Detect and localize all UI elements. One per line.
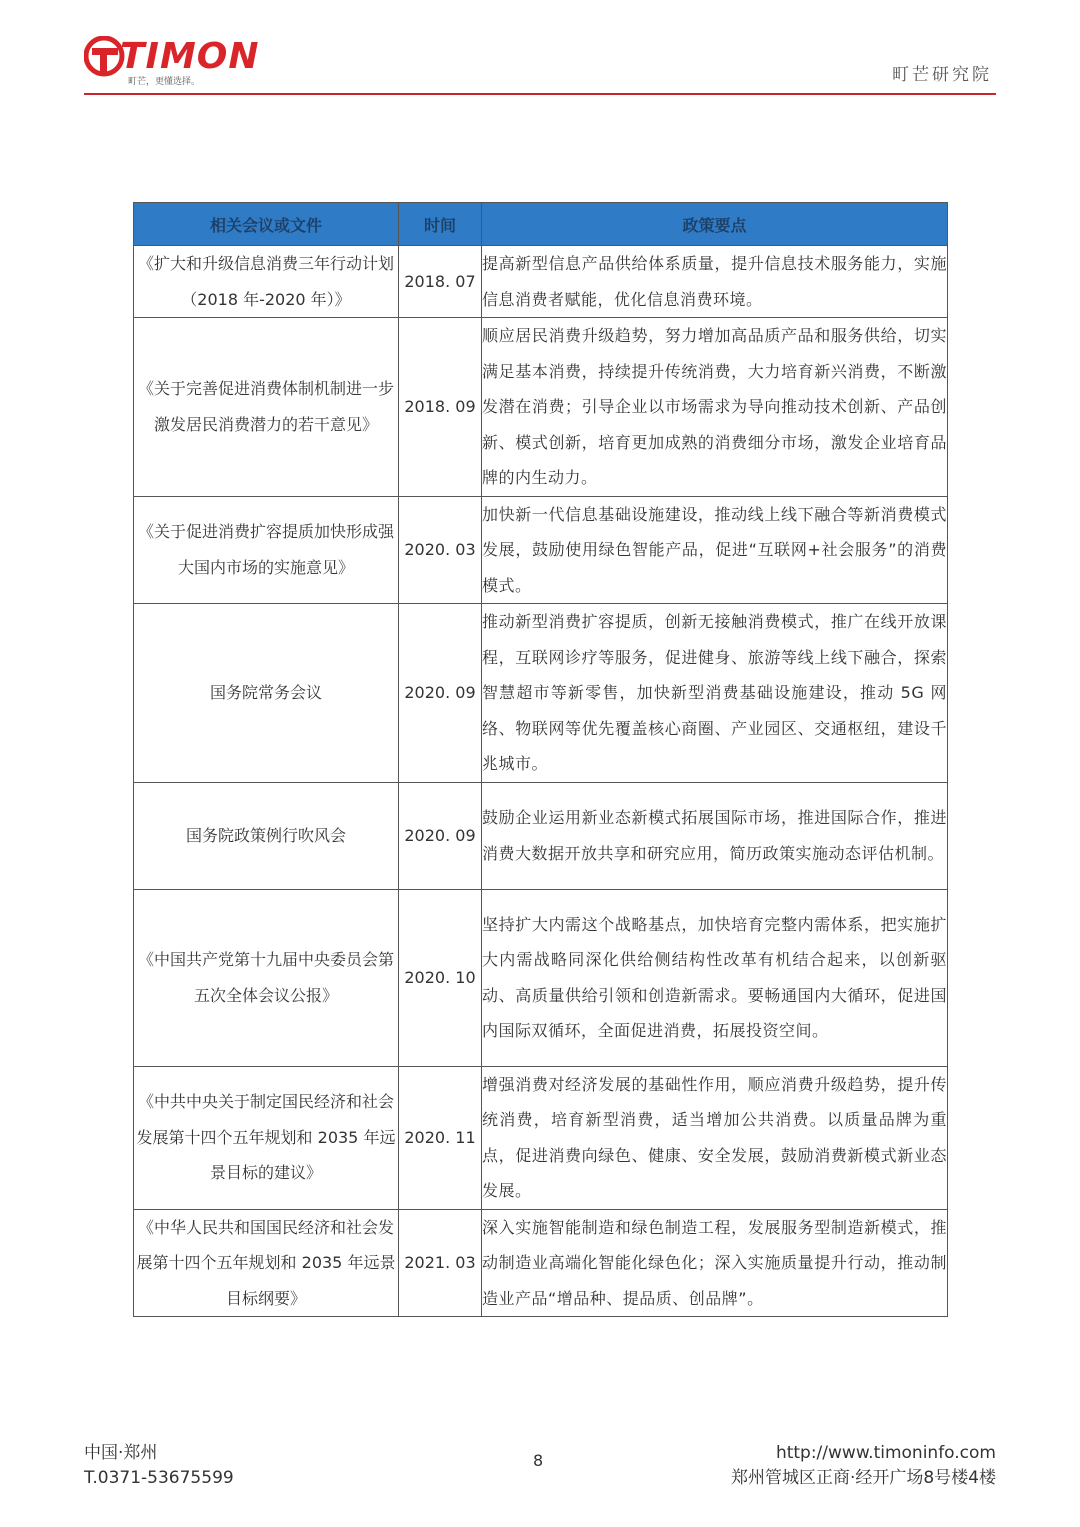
footer-city: 中国·郑州	[84, 1443, 158, 1463]
policy-points-cell: 提高新型信息产品供给体系质量，提升信息技术服务能力，实施信息消费者赋能，优化信息消费环境。	[482, 246, 948, 318]
table-row	[134, 496, 948, 604]
footer-phone: T.0371-53675599	[84, 1468, 234, 1488]
document-cell: 国务院常务会议	[134, 604, 399, 783]
document-cell: 《中华人民共和国国民经济和社会发展第十四个五年规划和 2035 年远景目标纲要》	[134, 1209, 399, 1317]
date-cell: 2020. 10	[399, 889, 482, 1066]
document-cell: 《中国共产党第十九届中央委员会第五次全体会议公报》	[134, 889, 399, 1066]
footer-website[interactable]: http://www.timoninfo.com	[775, 1443, 996, 1463]
date-cell: 2018. 09	[399, 318, 482, 497]
table-row	[134, 318, 948, 497]
date-cell: 2020. 11	[399, 1066, 482, 1209]
policy-points-cell: 顺应居民消费升级趋势，努力增加高品质产品和服务供给，切实满足基本消费，持续提升传统消费，大力培育新兴消费，不断激发潜在消费；引导企业以市场需求为导向推动技术创新、产品创新、模式创新，培育更加成熟的消费细分市场，激发企业培育品牌的内生动力。	[482, 318, 948, 497]
table-row	[134, 604, 948, 783]
policy-points-cell: 推动新型消费扩容提质，创新无接触消费模式，推广在线开放课程，互联网诊疗等服务，促进健身、旅游等线上线下融合，探索智慧超市等新零售，加快新型消费基础设施建设，推动 5G 网络、物联网等优先覆盖核心商圈、产业园区、交通枢纽，建设千兆城市。	[482, 604, 948, 783]
column-header-document: 相关会议或文件	[134, 203, 399, 246]
date-cell: 2018. 07	[399, 246, 482, 318]
table-row	[134, 889, 948, 1066]
date-cell: 2020. 09	[399, 782, 482, 889]
policy-points-cell: 加快新一代信息基础设施建设，推动线上线下融合等新消费模式发展，鼓励使用绿色智能产品，促进“互联网+社会服务”的消费模式。	[482, 496, 948, 604]
date-cell: 2021. 03	[399, 1209, 482, 1317]
document-cell: 国务院政策例行吹风会	[134, 782, 399, 889]
header-divider	[84, 93, 996, 95]
timon-logo	[84, 34, 260, 90]
logo-slogan: 町芒，更懂选择。	[128, 77, 201, 87]
policy-table	[133, 202, 948, 1317]
date-cell: 2020. 09	[399, 604, 482, 783]
table-row	[134, 1209, 948, 1317]
document-cell: 《关于完善促进消费体制机制进一步激发居民消费潜力的若干意见》	[134, 318, 399, 497]
footer-address-block	[731, 1441, 996, 1491]
table-row	[134, 246, 948, 318]
column-header-policy-points: 政策要点	[482, 203, 948, 246]
table-row	[134, 782, 948, 889]
policy-points-cell: 增强消费对经济发展的基础性作用，顺应消费升级趋势，提升传统消费，培育新型消费，适当增加公共消费。以质量品牌为重点，促进消费向绿色、健康、安全发展，鼓励消费新模式新业态发展。	[482, 1066, 948, 1209]
table-header-row	[134, 203, 948, 246]
page-number: 8	[533, 1451, 544, 1470]
policy-points-cell: 深入实施智能制造和绿色制造工程，发展服务型制造新模式，推动制造业高端化智能化绿色化；深入实施质量提升行动，推动制造业产品“增品种、提品质、创品牌”。	[482, 1209, 948, 1317]
table-row	[134, 1066, 948, 1209]
policy-points-cell: 鼓励企业运用新业态新模式拓展国际市场，推进国际合作，推进消费大数据开放共享和研究应用，简历政策实施动态评估机制。	[482, 782, 948, 889]
date-cell: 2020. 03	[399, 496, 482, 604]
document-cell: 《中共中央关于制定国民经济和社会发展第十四个五年规划和 2035 年远景目标的建议》	[134, 1066, 399, 1209]
org-name: 町芒研究院	[892, 65, 992, 85]
document-cell: 《扩大和升级信息消费三年行动计划（2018 年-2020 年）》	[134, 246, 399, 318]
logo-wordmark: TIMON	[120, 36, 260, 77]
footer-contact	[84, 1441, 234, 1491]
policy-points-cell: 坚持扩大内需这个战略基点，加快培育完整内需体系，把实施扩大内需战略同深化供给侧结构性改革有机结合起来，以创新驱动、高质量供给引领和创造新需求。要畅通国内大循环，促进国内国际双循环，全面促进消费，拓展投资空间。	[482, 889, 948, 1066]
document-cell: 《关于促进消费扩容提质加快形成强大国内市场的实施意见》	[134, 496, 399, 604]
footer-address: 郑州管城区正商·经开广场8号楼4楼	[730, 1468, 996, 1488]
column-header-date: 时间	[399, 203, 482, 246]
